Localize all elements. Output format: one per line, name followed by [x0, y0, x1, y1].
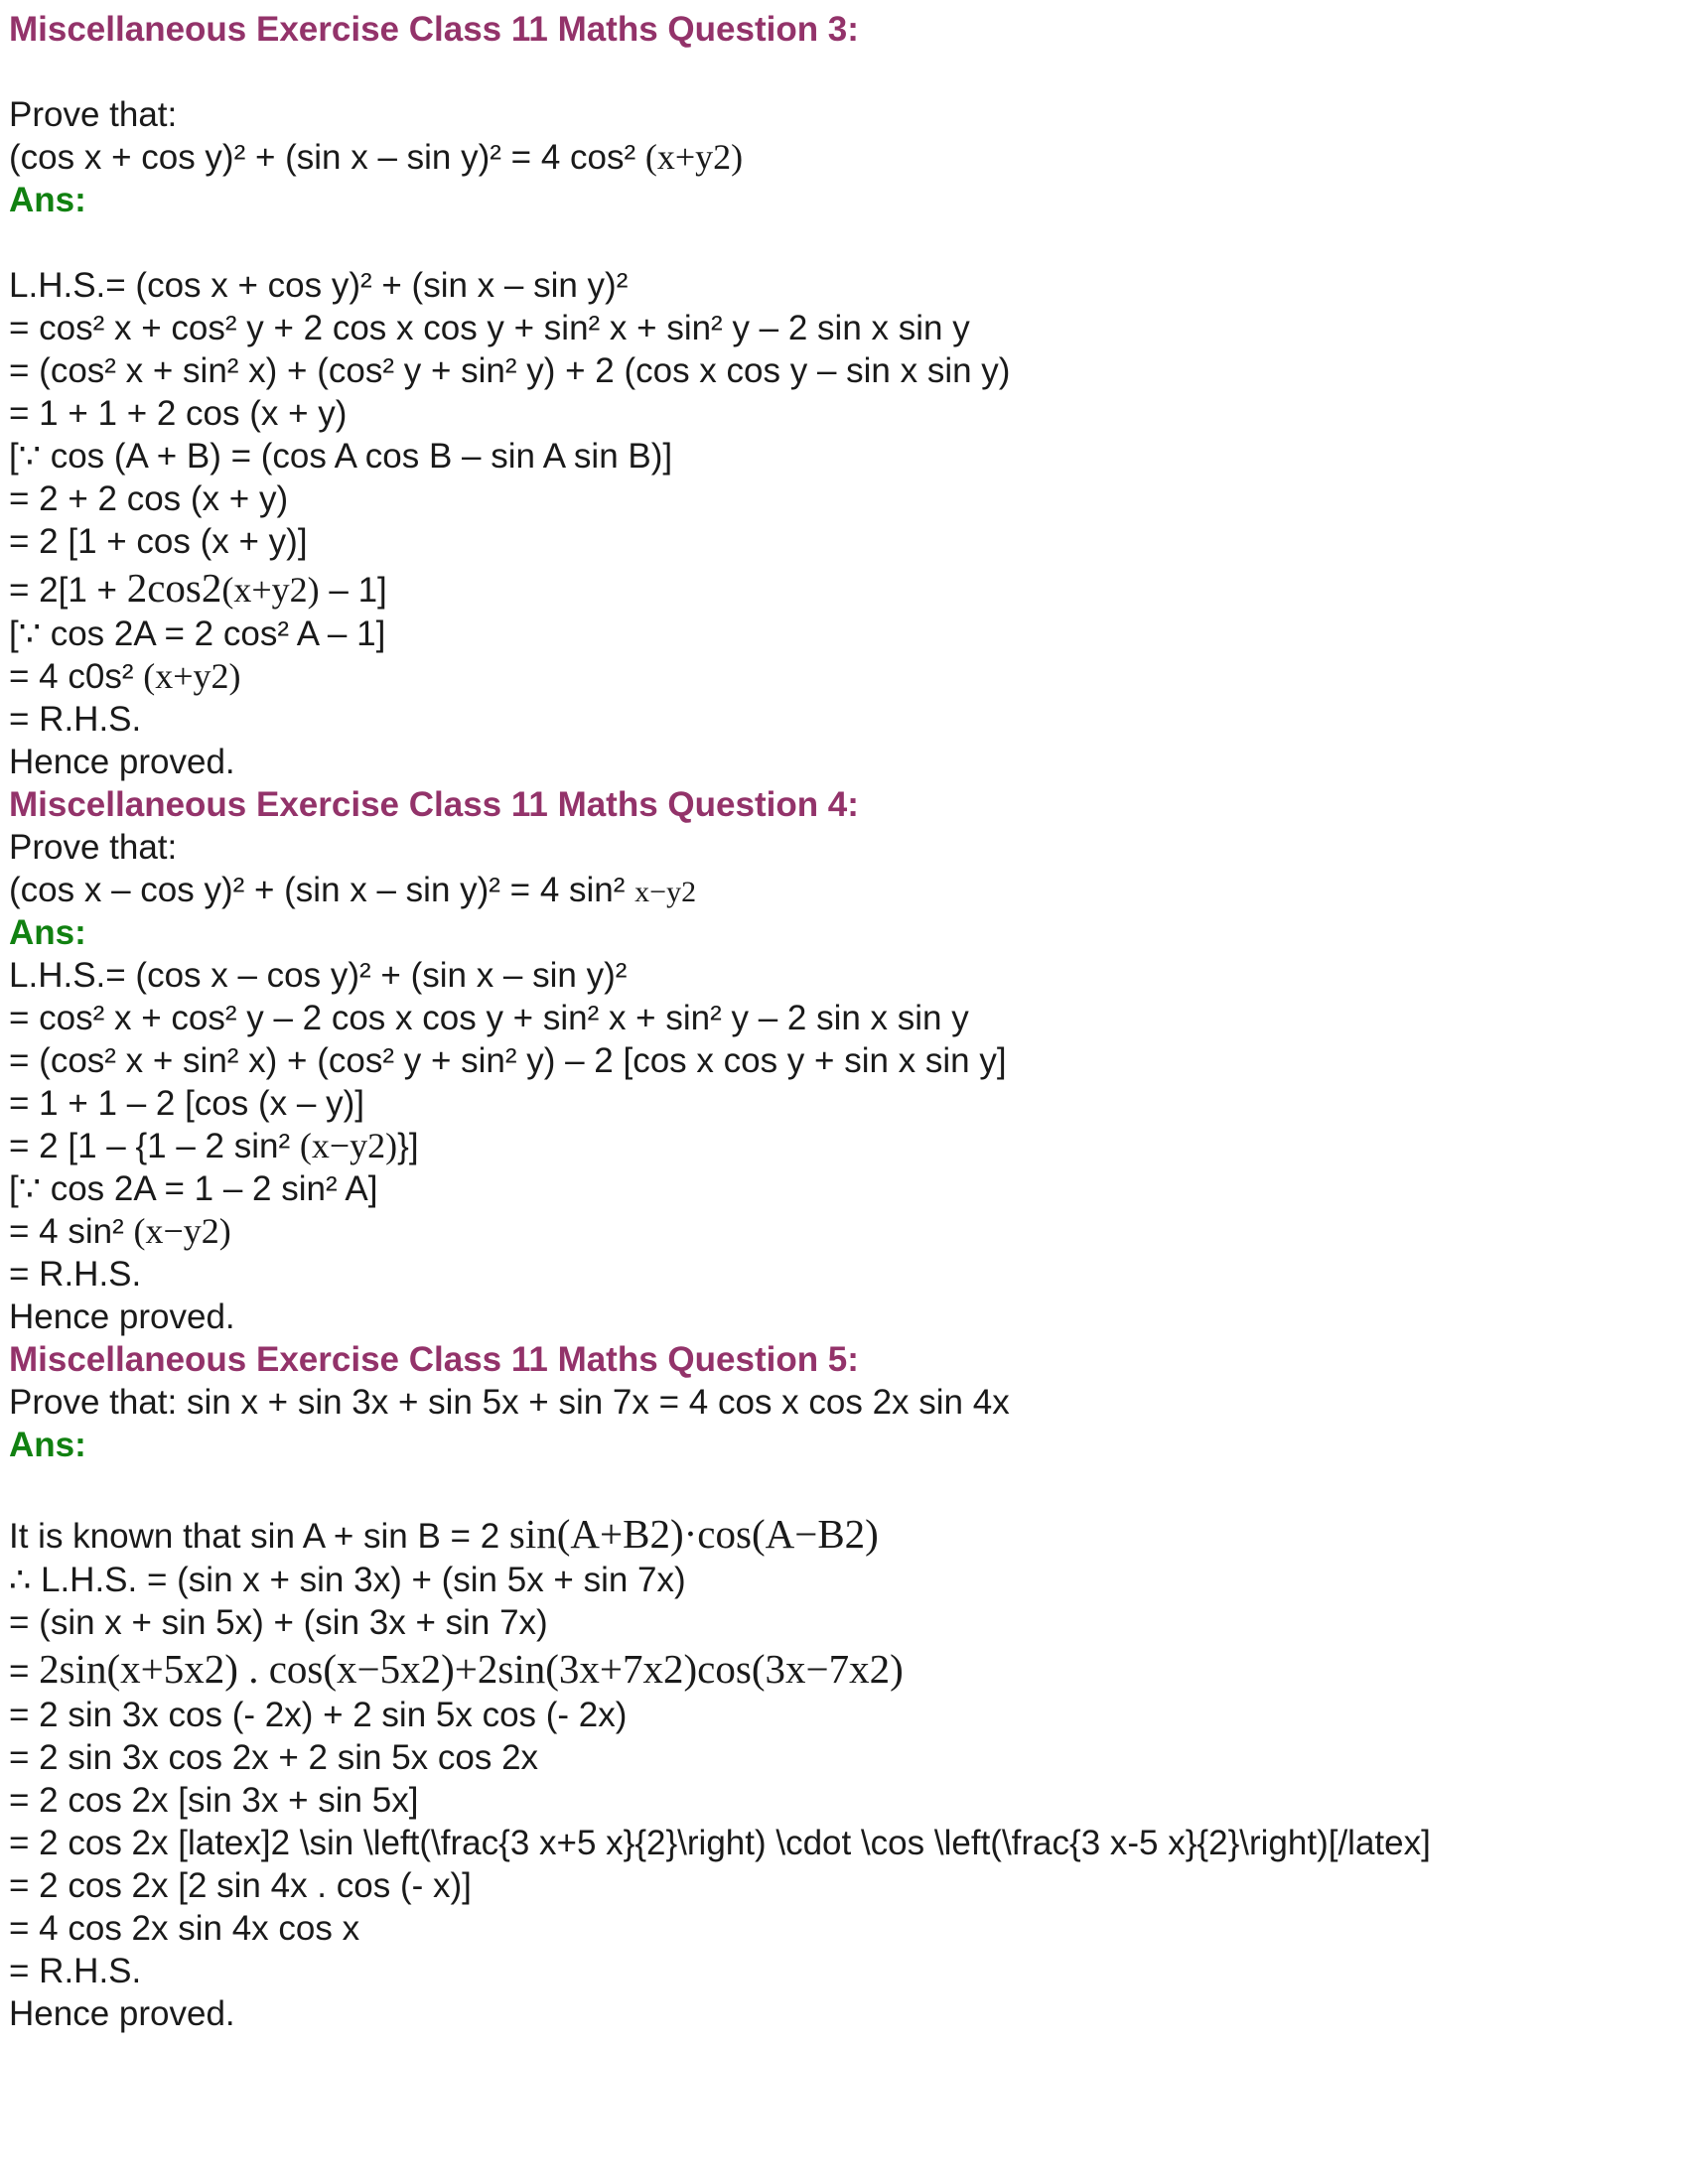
- q3-ans-label: Ans:: [9, 181, 86, 219]
- q3-step-10-pre: = 4 c0s²: [9, 657, 144, 696]
- q3-statement: [9, 136, 1677, 179]
- q5-heading: Miscellaneous Exercise Class 11 Maths Question 5:: [9, 1340, 859, 1379]
- q3-step-8-post: – 1]: [319, 571, 387, 610]
- q4-prove-label: Prove that:: [9, 828, 178, 867]
- q4-step-5: [9, 1125, 1677, 1167]
- q5-step-5: = 2 sin 3x cos 2x + 2 sin 5x cos 2x: [9, 1738, 539, 1777]
- q3-step-8-pre: = 2[1 +: [9, 571, 127, 610]
- q3-step-5: [∵ cos (A + B) = (cos A cos B – sin A sin B)]: [9, 437, 673, 476]
- q3-statement-math: (x+y2): [644, 137, 744, 177]
- q3-heading: Miscellaneous Exercise Class 11 Maths Question 3:: [9, 10, 859, 49]
- blank-line: [9, 221, 1677, 264]
- q3-step-4: = 1 + 1 + 2 cos (x + y): [9, 394, 348, 433]
- blank-line: [9, 1466, 1677, 1509]
- q3-step-11: = R.H.S.: [9, 700, 142, 739]
- q5-step-10: = R.H.S.: [9, 1952, 142, 1990]
- document-page: [9, 8, 1677, 2035]
- q4-step-8: = R.H.S.: [9, 1255, 142, 1294]
- q3-step-2: = cos² x + cos² y + 2 cos x cos y + sin² x + sin² y – 2 sin x sin y: [9, 309, 970, 347]
- q4-step-7: [9, 1210, 1677, 1253]
- q3-step-8: [9, 563, 1677, 613]
- q5-step-2: = (sin x + sin 5x) + (sin 3x + sin 7x): [9, 1603, 548, 1642]
- q3-step-6: = 2 + 2 cos (x + y): [9, 479, 289, 518]
- q5-step-3: [9, 1644, 1677, 1694]
- q5-ans-label: Ans:: [9, 1426, 86, 1464]
- q3-step-9: [∵ cos 2A = 2 cos² A – 1]: [9, 614, 386, 653]
- q4-step-9: Hence proved.: [9, 1297, 235, 1336]
- q3-step-3: = (cos² x + sin² x) + (cos² y + sin² y) + 2 (cos x cos y – sin x sin y): [9, 351, 1011, 390]
- q4-step-7-pre: = 4 sin²: [9, 1212, 134, 1251]
- q3-statement-text: (cos x + cos y)² + (sin x – sin y)² = 4 cos²: [9, 138, 645, 177]
- q5-step-3-math: 2sin(x+5x2) . cos(x−5x2)+2sin(3x+7x2)cos(3x−7x2): [39, 1646, 904, 1692]
- q4-ans-label: Ans:: [9, 913, 86, 952]
- q5-known-pre: It is known that sin A + sin B = 2: [9, 1517, 509, 1556]
- q4-step-1: L.H.S.= (cos x – cos y)² + (sin x – sin y)²: [9, 956, 628, 995]
- q5-step-6: = 2 cos 2x [sin 3x + sin 5x]: [9, 1781, 419, 1820]
- q5-step-8: = 2 cos 2x [2 sin 4x . cos (- x)]: [9, 1866, 472, 1905]
- q4-step-5-post: }]: [397, 1127, 419, 1165]
- q4-statement-text: (cos x – cos y)² + (sin x – sin y)² = 4 sin²: [9, 871, 635, 909]
- q5-step-1: ∴ L.H.S. = (sin x + sin 3x) + (sin 5x + sin 7x): [9, 1561, 686, 1599]
- q4-statement: [9, 869, 1677, 911]
- q5-step-4: = 2 sin 3x cos (- 2x) + 2 sin 5x cos (- 2x): [9, 1696, 628, 1734]
- q5-step-9: = 4 cos 2x sin 4x cos x: [9, 1909, 360, 1948]
- q4-step-3: = (cos² x + sin² x) + (cos² y + sin² y) – 2 [cos x cos y + sin x sin y]: [9, 1041, 1007, 1080]
- q4-statement-math: x−y2: [634, 876, 697, 908]
- q3-step-7: = 2 [1 + cos (x + y)]: [9, 522, 308, 561]
- q3-step-10-math: (x+y2): [143, 656, 241, 696]
- q3-prove-label: Prove that:: [9, 95, 178, 134]
- q5-step-11: Hence proved.: [9, 1994, 235, 2033]
- q4-step-4: = 1 + 1 – 2 [cos (x – y)]: [9, 1084, 364, 1123]
- q3-step-8-math-b: (x+y2): [221, 570, 320, 610]
- q4-heading: Miscellaneous Exercise Class 11 Maths Question 4:: [9, 785, 859, 824]
- q4-step-7-math: (x−y2): [133, 1211, 231, 1251]
- q5-known-math: sin(A+B2)·cos(A−B2): [508, 1511, 879, 1557]
- q4-step-5-pre: = 2 [1 – {1 – 2 sin²: [9, 1127, 300, 1165]
- blank-line: [9, 51, 1677, 93]
- q4-step-6: [∵ cos 2A = 1 – 2 sin² A]: [9, 1169, 378, 1208]
- q5-known: [9, 1509, 1677, 1559]
- q3-step-1: L.H.S.= (cos x + cos y)² + (sin x – sin y)²: [9, 266, 629, 305]
- q3-step-8-math-a: 2cos2: [126, 565, 222, 611]
- q3-step-10: [9, 655, 1677, 698]
- q4-step-5-math: (x−y2): [299, 1126, 398, 1165]
- q5-step-3-pre: =: [9, 1652, 40, 1691]
- q3-step-12: Hence proved.: [9, 743, 235, 781]
- q5-step-7: = 2 cos 2x [latex]2 \sin \left(\frac{3 x+5 x}{2}\right) \cdot \cos \left(\frac{3 x-5 x}{2}\right)[/latex]: [9, 1824, 1431, 1862]
- q4-step-2: = cos² x + cos² y – 2 cos x cos y + sin² x + sin² y – 2 sin x sin y: [9, 999, 969, 1037]
- q5-statement: Prove that: sin x + sin 3x + sin 5x + sin 7x = 4 cos x cos 2x sin 4x: [9, 1383, 1010, 1422]
